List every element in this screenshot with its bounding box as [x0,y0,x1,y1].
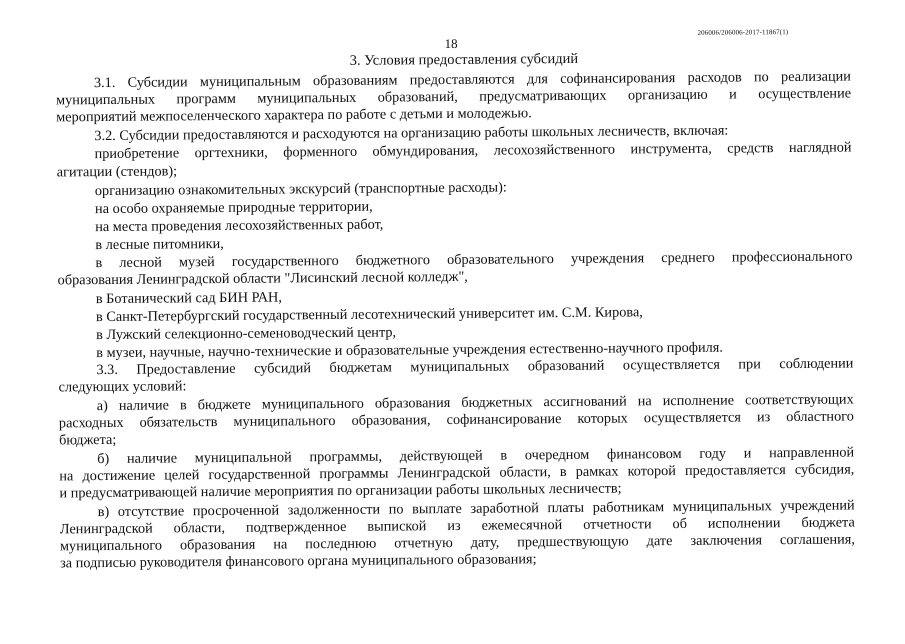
text-line: муниципальных программ муниципальных образований, предусматривающих организацию и осуществление [55,85,852,109]
text-line: 3.3. Предоставление субсидий бюджетам муниципальных образований осуществляется при соблюдении [96,355,854,379]
text-line: муниципального образования на последнюю отчетную дату, предшествующую дате заключения соглашения, [59,531,856,555]
text-line: и предусматривающей наличие мероприятия по организации работы школьных лесничеств; [59,480,622,502]
text-line: Ленинградской области, подтвержденное выпиской из ежемесячной отчетности об исполнении бюджета [59,514,855,538]
text-line: расходных обязательств муниципального образования, софинансирование которых осуществляется из областного [58,408,854,432]
page-number: 18 [444,35,458,52]
text-line: в Ботанический сад БИН РАН, [95,289,282,308]
text-line: организацию ознакомительных экскурсий (транспортные расходы): [94,179,507,200]
text-line: на места проведения лесохозяйственных работ, [95,216,384,236]
text-line: в Лужский селекционно-семеноводческий центр, [96,324,397,344]
text-line: на особо охраняемые природные территории, [94,198,373,218]
text-line: 3.2. Субсидии предоставляются и расходуются на организацию работы школьных лесничеств, включая: [94,122,729,145]
text-line: в лесной музей государственного бюджетного образовательного учреждения среднего профессионального [95,248,853,272]
section-title: 3. Условия предоставления субсидий [349,50,579,69]
text-line: агитации (стендов); [56,163,178,181]
text-line: за подписью руководителя финансового органа муниципального образования; [60,551,537,572]
text-line: в) отсутствие просроченной задолженности по выплате заработной платы работникам муниципальных учреждений [97,497,855,521]
document-id: 206006/206006-2017-11867(1) [697,28,789,37]
text-line: мероприятий межпоселенческого характера по работе с детьми и молодежью. [56,105,532,126]
text-line: бюджета; [58,431,117,449]
text-line: на достижение целей государственной программы Ленинградской области, в рамках которой предоставляется субсидия, [59,461,855,485]
text-line: б) наличие муниципальной программы, действующей в очередном финансовом году и направленной [97,444,855,468]
text-line: в музеи, научные, научно-технические и образовательные учреждения естественно-научного профиля. [96,339,723,362]
text-line: 3.1. Субсидии муниципальным образованиям предоставляются для софинансирования расходов по реализации [93,68,851,92]
text-line: образования Ленинградской области "Лисинский лесной колледж", [57,268,468,289]
text-line: а) наличие в бюджете муниципального образования бюджетных ассигнований на исполнение соответствующих [96,391,854,415]
text-line: следующих условий: [58,378,187,396]
text-line: в Санкт-Петербургский государственный лесотехнический университет им. С.М. Кирова, [95,304,643,326]
text-line: в лесные питомники, [95,235,224,254]
text-line: приобретение оргтехники, форменного обмундирования, лесохозяйственного инструмента, средств наглядной [94,139,852,163]
